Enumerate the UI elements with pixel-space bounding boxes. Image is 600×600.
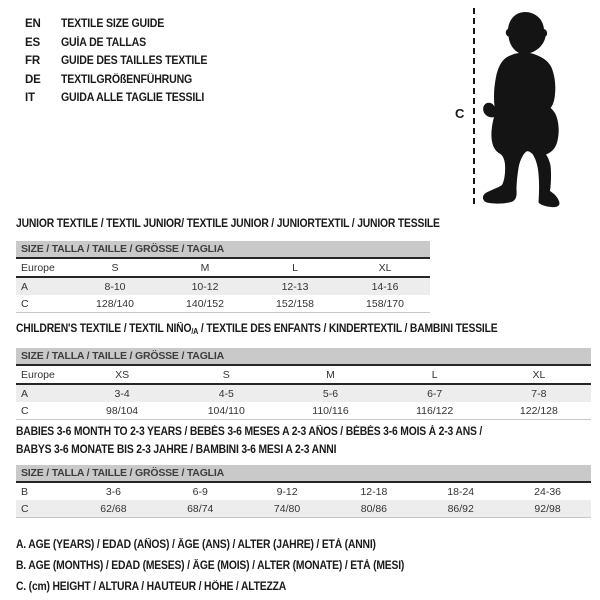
language-title: GUÍA DE TALLAS	[61, 36, 146, 49]
row-label: Europe	[16, 258, 70, 277]
table-header-bar: SIZE / TALLA / TAILLE / GRÖSSE / TAGLIA	[16, 465, 591, 482]
table-row	[16, 365, 591, 384]
size-table-babies	[16, 465, 591, 518]
table-cell: 80/86	[360, 502, 388, 515]
language-row	[25, 52, 220, 71]
section-title-text: BABYS 3-6 MONATE BIS 2-3 JAHRE / BAMBINI 3-6 MESI A 2-3 ANNI	[16, 443, 337, 456]
language-code: DE	[25, 73, 41, 86]
row-label: C	[21, 502, 29, 515]
table-cell: 122/128	[519, 404, 558, 417]
table-cell: S	[70, 258, 160, 277]
row-label: Europe	[16, 365, 70, 384]
size-table-junior	[16, 241, 430, 313]
table-cell: 14-16	[371, 280, 399, 293]
table-cell: S	[174, 365, 278, 384]
section-title-text: JUNIOR TEXTILE / TEXTIL JUNIOR/ TEXTILE JUNIOR / JUNIORTEXTIL / JUNIOR TESSILE	[16, 218, 440, 230]
table-cell: L	[250, 258, 340, 277]
language-code: IT	[25, 92, 35, 105]
height-measure-dashed-line	[473, 8, 475, 204]
table-cell: 4-5	[218, 387, 234, 400]
row-label: B	[21, 485, 29, 498]
language-code: FR	[25, 55, 40, 68]
table-cell: 74/80	[273, 502, 301, 515]
height-measure-label: C	[455, 106, 465, 121]
table-cell: XL	[340, 258, 430, 277]
table-cell: 6-9	[192, 485, 208, 498]
table-cell: 3-4	[114, 387, 130, 400]
legend-notes	[16, 535, 447, 598]
language-row	[25, 34, 220, 53]
table-cell: 110/116	[312, 404, 349, 417]
table-cell: 18-24	[447, 485, 475, 498]
language-title: TEXTILE SIZE GUIDE	[61, 18, 165, 30]
language-title: GUIDE DES TAILLES TEXTILE	[61, 55, 208, 68]
note-line: B. AGE (MONTHS) / EDAD (MESES) / ÂGE (MOIS) / ALTER (MONATE) / ETÀ (MESI)	[16, 560, 405, 572]
language-code: EN	[25, 18, 41, 30]
table-row	[16, 295, 430, 313]
table-cell: L	[383, 365, 487, 384]
table-cell: 98/104	[106, 404, 139, 417]
table-cell: 128/140	[96, 297, 134, 310]
section-title-babies	[16, 424, 482, 459]
row-label: A	[21, 280, 29, 293]
table-row	[16, 482, 591, 500]
baby-silhouette-graphic	[468, 4, 598, 210]
row-label: C	[21, 297, 29, 310]
table-cell: 6-7	[427, 387, 443, 400]
table-cell: M	[278, 365, 382, 384]
table-row	[16, 500, 591, 518]
table-cell: 152/158	[276, 297, 314, 310]
table-cell: 8-10	[104, 280, 126, 293]
table-cell: 3-6	[105, 485, 121, 498]
baby-silhouette-icon	[468, 4, 598, 210]
table-cell: 68/74	[187, 502, 214, 515]
table-cell: 104/110	[207, 404, 245, 417]
table-row	[16, 384, 591, 402]
table-header-bar: SIZE / TALLA / TAILLE / GRÖSSE / TAGLIA	[16, 241, 430, 258]
section-title-children	[16, 321, 497, 341]
language-code: ES	[25, 36, 40, 49]
section-title-text: CHILDREN'S TEXTILE / TEXTIL NIÑO	[16, 323, 192, 335]
table-cell: 12-18	[360, 485, 388, 498]
table-cell: XS	[70, 365, 174, 384]
section-title-text: / TEXTILE DES ENFANTS / KINDERTEXTIL / BAMBINI TESSILE	[198, 323, 498, 335]
table-cell: 86/92	[447, 502, 474, 515]
table-cell: XL	[487, 365, 591, 384]
section-title-text: BABIES 3-6 MONTH TO 2-3 YEARS / BEBÉS 3-6 MESES A 2-3 AÑOS / BÉBÉS 3-6 MOIS À 2-3 ANS /	[16, 426, 483, 438]
table-cell: 12-13	[281, 280, 309, 293]
table-row	[16, 277, 430, 295]
table-cell: 92/98	[534, 502, 561, 515]
table-row	[16, 258, 430, 277]
table-cell: 5-6	[322, 387, 339, 400]
size-table-children	[16, 348, 591, 420]
language-title: GUIDA ALLE TAGLIE TESSILI	[61, 92, 205, 105]
section-title-text: /A	[191, 327, 199, 336]
table-cell: 10-12	[191, 280, 219, 293]
table-cell: M	[160, 258, 250, 277]
language-list	[25, 15, 220, 108]
table-cell: 62/68	[100, 502, 127, 515]
table-row	[16, 402, 591, 420]
table-cell: 7-8	[531, 387, 547, 400]
table-cell: 158/170	[366, 297, 404, 310]
table-cell: 116/122	[416, 404, 454, 417]
note-line: A. AGE (YEARS) / EDAD (AÑOS) / ÂGE (ANS) / ALTER (JAHRE) / ETÀ (ANNI)	[16, 539, 376, 551]
language-row	[25, 71, 220, 90]
table-header-bar: SIZE / TALLA / TAILLE / GRÖSSE / TAGLIA	[16, 348, 591, 365]
language-title: TEXTILGRÖßENFÜHRUNG	[61, 73, 193, 86]
table-cell: 9-12	[276, 485, 298, 498]
table-cell: 140/152	[186, 297, 224, 310]
language-row	[25, 89, 220, 108]
note-line: C. (cm) HEIGHT / ALTURA / HAUTEUR / HÖHE / ALTEZZA	[16, 581, 287, 593]
section-title-junior	[16, 216, 440, 234]
row-label: C	[21, 404, 29, 417]
row-label: A	[21, 387, 29, 400]
language-row	[25, 15, 220, 34]
table-cell: 24-36	[534, 485, 561, 498]
